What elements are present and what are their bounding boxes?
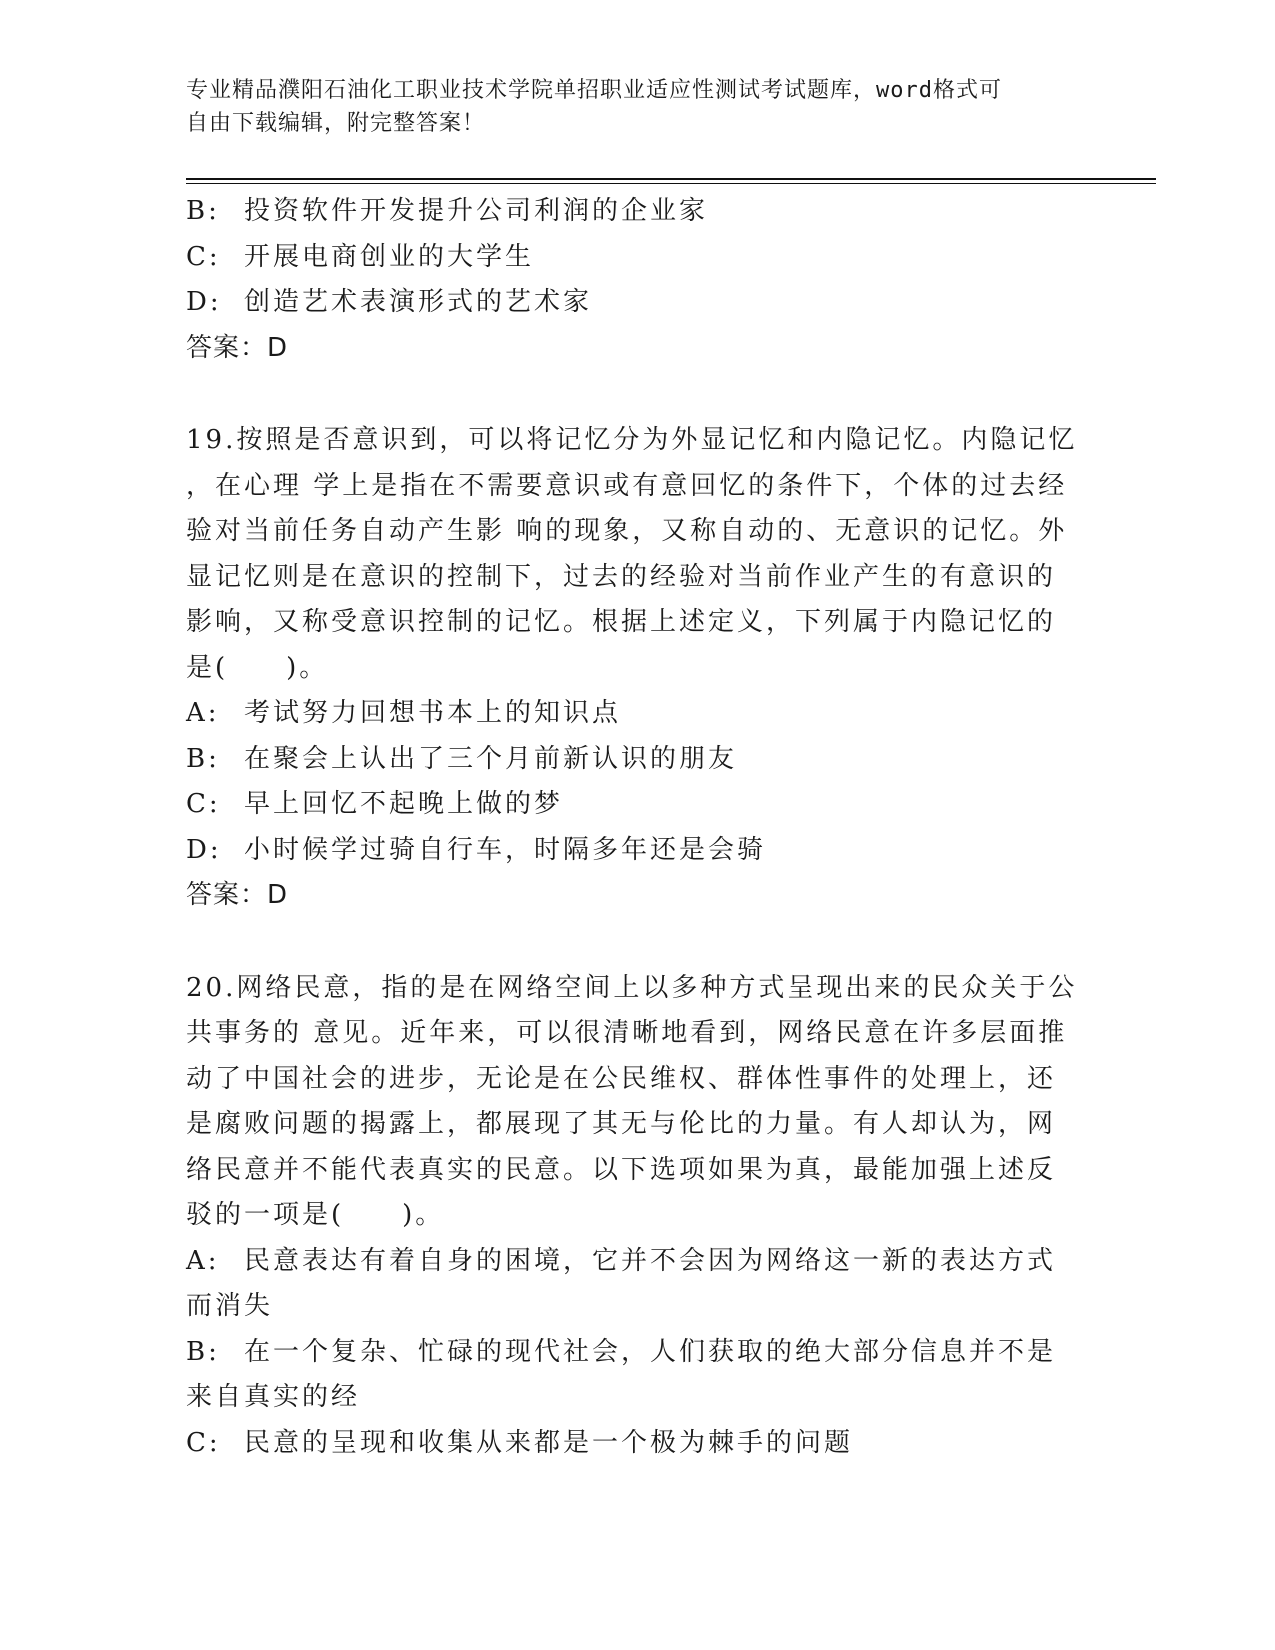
option-text: 在一个复杂、忙碌的现代社会，人们获取的绝大部分信息并不是 bbox=[244, 1336, 1057, 1367]
header-divider-thin bbox=[186, 183, 1156, 184]
option-label: C: bbox=[186, 241, 221, 272]
header-divider-thick bbox=[186, 178, 1156, 180]
page-header bbox=[186, 74, 1086, 140]
question-stem-line: 影响，又称受意识控制的记忆。根据上述定义，下列属于内隐记忆的 bbox=[186, 607, 1057, 637]
document-body bbox=[186, 189, 1086, 1466]
option-d bbox=[186, 280, 1086, 326]
option-a bbox=[186, 1239, 1086, 1285]
option-label: B: bbox=[186, 196, 220, 226]
question-19 bbox=[186, 418, 1086, 919]
option-text: 考试努力回想书本上的知识点 bbox=[244, 698, 622, 728]
option-b bbox=[186, 189, 1086, 235]
option-label: A: bbox=[186, 698, 220, 728]
option-label: C: bbox=[186, 789, 221, 819]
question-stem-line: 共事务的 意见。近年来，可以很清晰地看到，网络民意在许多层面推 bbox=[186, 1018, 1068, 1048]
option-c bbox=[186, 1421, 1086, 1467]
option-label: C: bbox=[186, 1427, 221, 1458]
option-c bbox=[186, 235, 1086, 281]
option-label: B: bbox=[186, 743, 220, 774]
answer: 答案：D bbox=[186, 332, 289, 363]
question-stem-line: 19.按照是否意识到，可以将记忆分为外显记忆和内隐记忆。内隐记忆 bbox=[186, 425, 1078, 455]
question-18 bbox=[186, 189, 1086, 371]
option-label: B: bbox=[186, 1336, 220, 1367]
option-text: 民意表达有着自身的困境，它并不会因为网络这一新的表达方式 bbox=[244, 1245, 1057, 1276]
option-text: 民意的呈现和收集从来都是一个极为棘手的问题 bbox=[244, 1427, 854, 1458]
question-stem-line: 显记忆则是在意识的控制下，过去的经验对当前作业产生的有意识的 bbox=[186, 561, 1057, 592]
question-stem-line: 是( )。 bbox=[186, 652, 329, 683]
option-text: 创造艺术表演形式的艺术家 bbox=[244, 287, 593, 317]
question-stem-line: 络民意并不能代表真实的民意。以下选项如果为真，最能加强上述反 bbox=[186, 1154, 1057, 1185]
option-text: 小时候学过骑自行车，时隔多年还是会骑 bbox=[244, 834, 767, 865]
question-stem-line: 验对当前任务自动产生影 响的现象，又称自动的、无意识的记忆。外 bbox=[186, 516, 1068, 546]
option-label: D: bbox=[186, 287, 222, 317]
option-continuation: 来自真实的经 bbox=[186, 1382, 361, 1412]
answer: 答案：D bbox=[186, 880, 289, 910]
option-c bbox=[186, 782, 1086, 828]
option-label: A: bbox=[186, 1245, 220, 1276]
option-text: 早上回忆不起晚上做的梦 bbox=[244, 789, 564, 819]
question-stem-line: 动了中国社会的进步，无论是在公民维权、群体性事件的处理上，还 bbox=[186, 1063, 1057, 1094]
option-text: 开展电商创业的大学生 bbox=[244, 241, 535, 272]
option-continuation: 而消失 bbox=[186, 1291, 274, 1321]
header-line-2: 自由下载编辑，附完整答案！ bbox=[186, 111, 486, 136]
question-stem-line: 20.网络民意，指的是在网络空间上以多种方式呈现出来的民众关于公 bbox=[186, 972, 1078, 1003]
option-text: 投资软件开发提升公司利润的企业家 bbox=[244, 196, 709, 226]
option-d bbox=[186, 828, 1086, 874]
question-stem-line: 驳的一项是( )。 bbox=[186, 1200, 445, 1230]
option-a bbox=[186, 691, 1086, 737]
question-stem-line: 是腐败问题的揭露上，都展现了其无与伦比的力量。有人却认为，网 bbox=[186, 1109, 1057, 1139]
option-b bbox=[186, 1330, 1086, 1376]
option-text: 在聚会上认出了三个月前新认识的朋友 bbox=[244, 743, 738, 774]
question-20 bbox=[186, 966, 1086, 1467]
option-label: D: bbox=[186, 834, 222, 865]
header-line-1: 专业精品濮阳石油化工职业技术学院单招职业适应性测试考试题库，word格式可 bbox=[186, 78, 1002, 103]
option-b bbox=[186, 737, 1086, 783]
question-stem-line: ，在心理 学上是指在不需要意识或有意回忆的条件下，个体的过去经 bbox=[186, 470, 1068, 501]
